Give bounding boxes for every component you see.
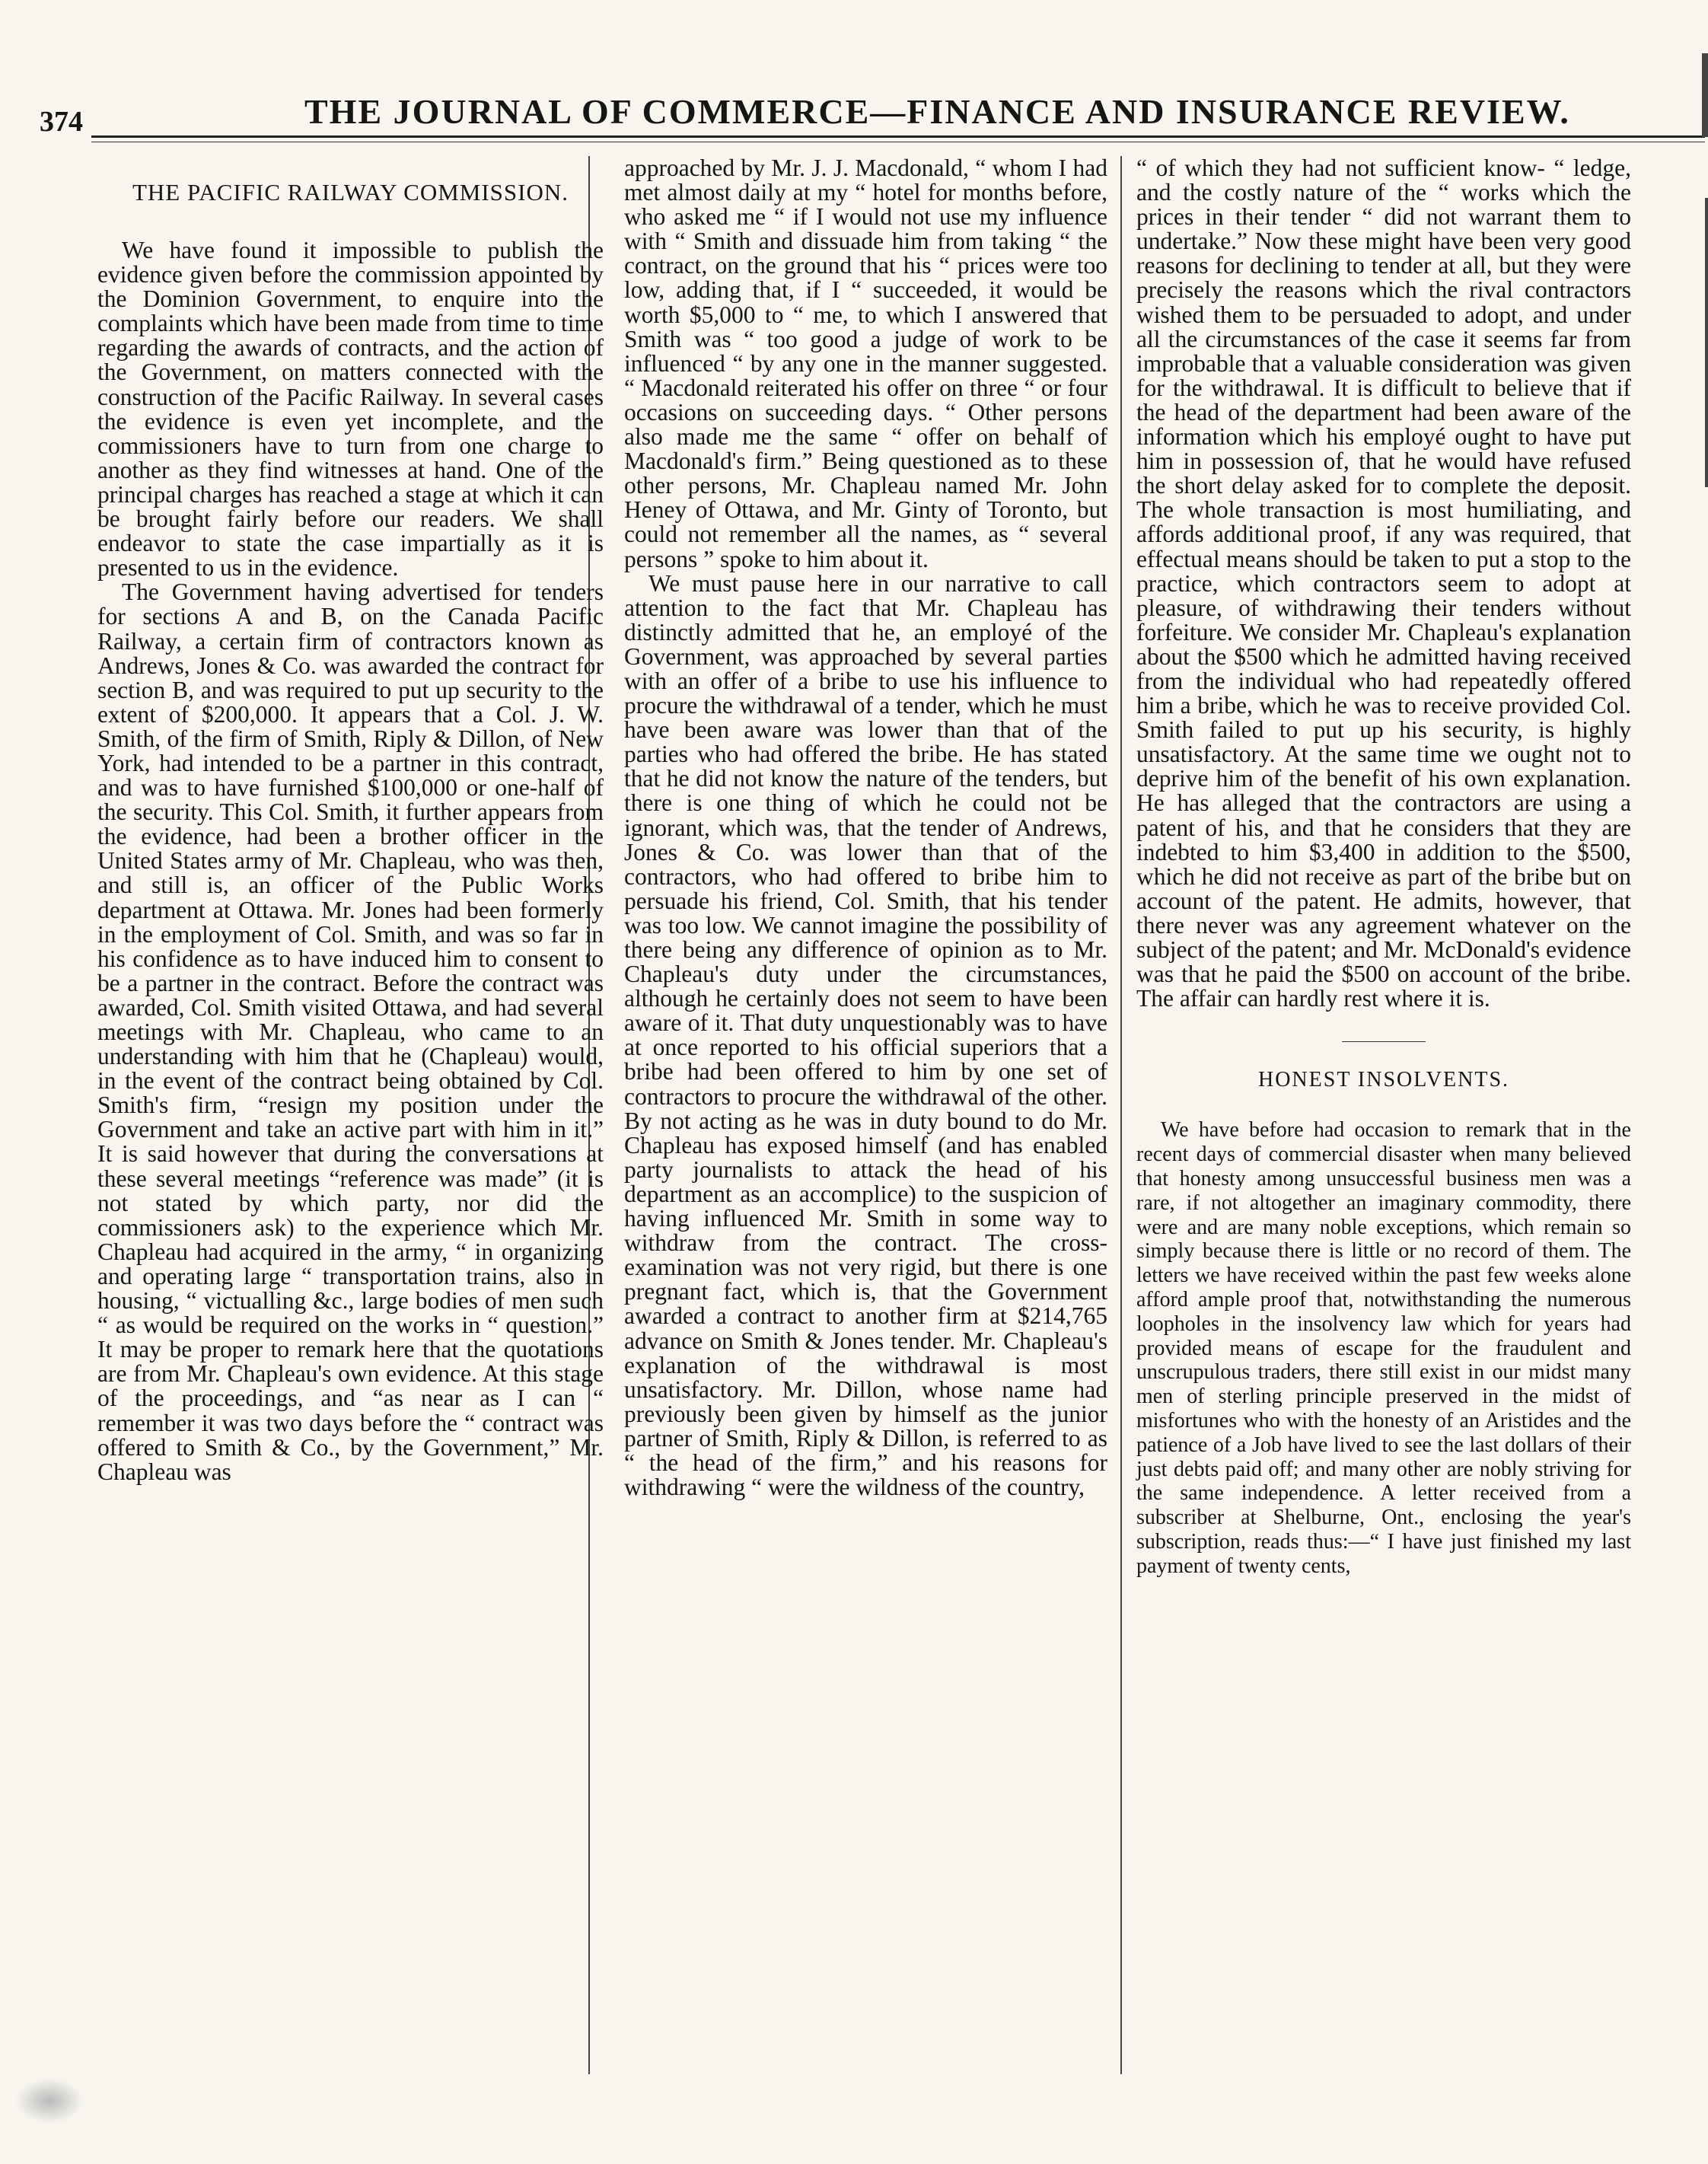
section-divider bbox=[1342, 1041, 1426, 1042]
paragraph: The Government having advertised for tenders for sections A and B, on the Canada Pacific Railway, a certain firm of contractors known as Andrews, Jones & Co. was awarded the contract for section B, and was required to put up security to the extent of $200,000. It appears that a Col. J. W. Smith, of the firm of Smith, Riply & Dillon, of New York, had intended to be a partner in this contract, and was to have furnished $100,000 or one-half of the security. This Col. Smith, it further appears from the evidence, had been a brother officer in the United States army of Mr. Chapleau, who was then, and still is, an officer of the Public Works department at Ottawa. Mr. Jones had been formerly in the employment of Col. Smith, and was so far in his confidence as to have induced him to consent to be a partner in the contract. Before the contract was awarded, Col. Smith visited Ottawa, and had several meetings with Mr. Chapleau, who came to an understanding with him that he (Chapleau) would, in the event of the contract being obtained by Col. Smith's firm, “resign my position under the Government and take an active part with him in it.” It is said however that during the conversations at these several meetings “reference was made” (it is not stated by which party, nor did the commissioners ask) to the experience which Mr. Chapleau had acquired in the army, “ in organizing and operating large “ transportation trains, also in housing, “ victualling &c., large bodies of men such “ as would be required on the works in “ question.” It may be proper to remark here that the quotations are from Mr. Chapleau's own evidence. At this stage of the proceedings, and “as near as I can “ remember it was two days before the “ contract was offered to Smith & Co., by the Government,” Mr. Chapleau was bbox=[97, 578, 604, 1485]
column-divider bbox=[1120, 156, 1122, 2074]
page-edge-mark bbox=[1705, 198, 1708, 487]
paragraph: We have found it impossible to publish the evidence given before the commission appointed by the Dominion Government, to enquire into the complaints which have been made from time to time regarding the awards of contracts, and the action of the Government, on matters connected with the construction of the Pacific Railway. In several cases the evidence is even yet incomplete, and the commissioners have to turn from one charge to another as they find witnesses at hand. One of the principal charges has reached a stage at which it can be brought fairly before our readers. We shall endeavor to state the case impartially as it is presented to us in the evidence. bbox=[97, 237, 604, 582]
paragraph: We have before had occasion to remark that in the recent days of commercial disaster when many believed that honesty among unsuccessful business men was a rare, if not altogether an imaginary commodity, there were and are many noble exceptions, which remain so simply because there is little or no record of them. The letters we have received within the past few weeks alone afford ample proof that, notwithstanding the numerous loopholes in the insolvency law which for years had provided means of escape for the fraudulent and unscrupulous traders, there still exist in our midst many men of sterling principle preserved in the midst of misfortunes who with the honesty of an Aristides and the patience of a Job have lived to see the last dollars of their just debts paid off; and many other are nobly striving for the same independence. A letter received from a subscriber at Shelburne, Ont., enclosing the year's subscription, reads thus:—“ I have just finished my last payment of twenty cents, bbox=[1136, 1118, 1631, 1578]
paper-stain bbox=[15, 2078, 84, 2124]
page-edge-mark bbox=[1702, 53, 1708, 137]
section-title: HONEST INSOLVENTS. bbox=[1257, 1068, 1510, 1092]
article-title: THE PACIFIC RAILWAY COMMISSION. bbox=[132, 179, 569, 206]
column-3 bbox=[1136, 156, 1631, 1579]
column-2 bbox=[624, 156, 1107, 1500]
paragraph: approached by Mr. J. J. Macdonald, “ whom I had met almost daily at my “ hotel for months before, who asked me “ if I would not use my influence with “ Smith and dissuade him from taking “ the contract, on the ground that his “ prices were too low, adding that, if I “ succeeded, it would be worth $5,000 to “ me, to which I answered that Smith was “ too good a judge of work to be influenced “ by any one in the manner suggested. “ Macdonald reiterated his offer on three “ or four occasions on succeeding days. “ Other persons also made me the same “ offer on behalf of Macdonald's firm.” Being questioned as to these other persons, Mr. Chapleau named Mr. John Heney of Ottawa, and Mr. Ginty of Toronto, but could not remember all the names, as “ several persons ” spoke to him about it. bbox=[624, 155, 1107, 572]
column-1 bbox=[97, 156, 604, 1484]
header-rule bbox=[91, 135, 1705, 138]
paragraph: We must pause here in our narrative to call attention to the fact that Mr. Chapleau has distinctly admitted that he, an employé of the Government, was approached by several parties with an offer of a bribe to use his influence to procure the withdrawal of a tender, which he must have been aware was lower than that of the parties who had offered the bribe. He has stated that he did not know the nature of the tenders, but there is one thing of which he could not be ignorant, which was, that the tender of Andrews, Jones & Co. was lower than that of the contractors, who had offered to bribe him to persuade his friend, Col. Smith, that his tender was too low. We cannot imagine the possibility of there being any difference of opinion as to Mr. Chapleau's duty under the circumstances, although he certainly does not seem to have been aware of it. That duty unquestionably was to have at once reported to his official superiors that a bribe had been offered to him by one set of contractors to procure the withdrawal of the other. By not acting as he was in duty bound to do Mr. Chapleau has exposed himself (and has enabled party journalists to attack the head of his department as an accomplice) to the suspicion of having influenced Mr. Smith in some way to withdraw from the contract. The cross-examination was not very rigid, but there is one pregnant fact, which is, that the Government awarded a contract to another firm at $214,765 advance on Smith & Jones tender. Mr. Chapleau's explanation of the withdrawal is most unsatisfactory. Mr. Dillon, whose name had previously been given by himself as the junior partner of Smith, Riply & Dillon, is referred to as “ the head of the firm,” and his reasons for withdrawing “ were the wildness of the country, bbox=[624, 569, 1107, 1501]
running-title: THE JOURNAL OF COMMERCE—FINANCE AND INSURANCE REVIEW. bbox=[304, 92, 1570, 131]
paragraph: “ of which they had not sufficient know- “ ledge, and the costly nature of the “ works which the prices in their tender “ did not warrant them to undertake.” Now these might have been very good reasons for declining to tender at all, but they were precisely the reasons which the rival contractors wished them to be persuaded to adopt, and under all the circumstances of the case it seems far from improbable that a valuable consideration was given for the withdrawal. It is difficult to believe that if the head of the department had been aware of the information which his employé ought to have put him in possession of, that he would have refused the short delay asked for to complete the deposit. The whole transaction is most humiliating, and affords additional proof, if any was required, that effectual means should be taken to put a stop to the practice, which contractors seem to adopt at pleasure, of withdrawing their tenders without forfeiture. We consider Mr. Chapleau's explanation about the $500 which he admitted having received from the individual who had repeatedly offered him a bribe, which he was to receive provided Col. Smith failed to put up his security, is highly unsatisfactory. At the same time we ought not to deprive him of the benefit of his own explanation. He has alleged that the contractors are using a patent of his, and that he considers that they are indebted to him $3,400 in addition to the $500, which he did not receive as part of the bribe but on account of the patent. He admits, however, that there never was any agreement whatever on the subject of the patent; and Mr. McDonald's evidence was that he paid the $500 on account of the bribe. The affair can hardly rest where it is. bbox=[1136, 155, 1631, 1012]
page-number: 374 bbox=[40, 106, 83, 138]
